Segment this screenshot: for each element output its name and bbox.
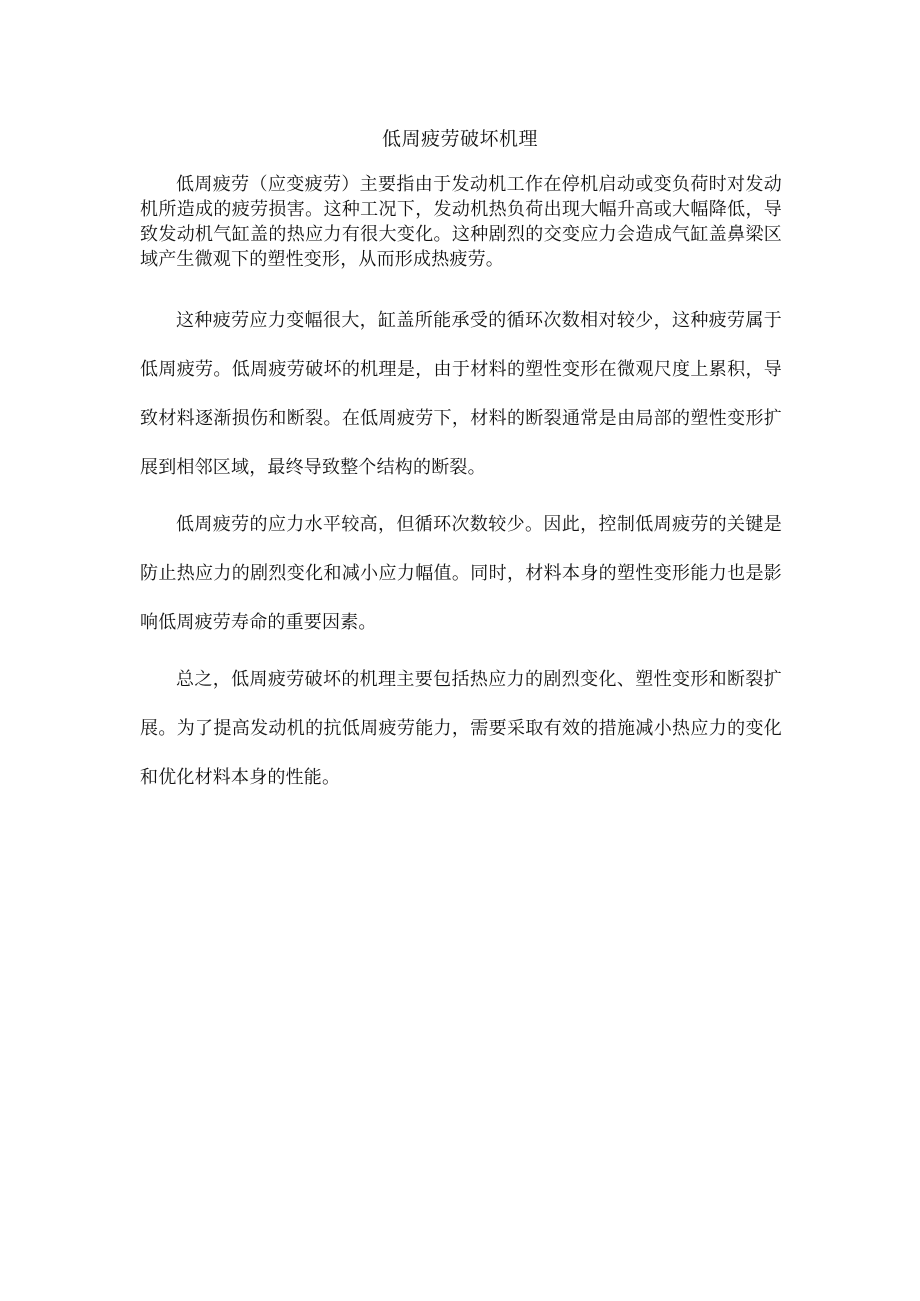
paragraph-2: 这种疲劳应力变幅很大，缸盖所能承受的循环次数相对较少，这种疲劳属于低周疲劳。低周疲劳破坏的机理是，由于材料的塑性变形在微观尺度上累积，导致材料逐渐损伤和断裂。在低周疲劳下，材料的断裂通常是由局部的塑性变形扩展到相邻区域，最终导致整个结构的断裂。 xyxy=(140,310,782,478)
paragraph-4: 总之，低周疲劳破坏的机理主要包括热应力的剧烈变化、塑性变形和断裂扩展。为了提高发动机的抗低周疲劳能力，需要采取有效的措施减小热应力的变化和优化材料本身的性能。 xyxy=(140,669,782,788)
paragraph-3: 低周疲劳的应力水平较高，但循环次数较少。因此，控制低周疲劳的关键是防止热应力的剧烈变化和减小应力幅值。同时，材料本身的塑性变形能力也是影响低周疲劳寿命的重要因素。 xyxy=(140,514,782,633)
paragraph-1: 低周疲劳（应变疲劳）主要指由于发动机工作在停机启动或变负荷时对发动机所造成的疲劳损害。这种工况下，发动机热负荷出现大幅升高或大幅降低，导致发动机气缸盖的热应力有很大变化。这种剧烈的交变应力会造成气缸盖鼻梁区域产生微观下的塑性变形，从而形成热疲劳。 xyxy=(140,174,782,270)
document-title: 低周疲劳破坏机理 xyxy=(381,128,538,150)
document-body xyxy=(140,172,782,810)
